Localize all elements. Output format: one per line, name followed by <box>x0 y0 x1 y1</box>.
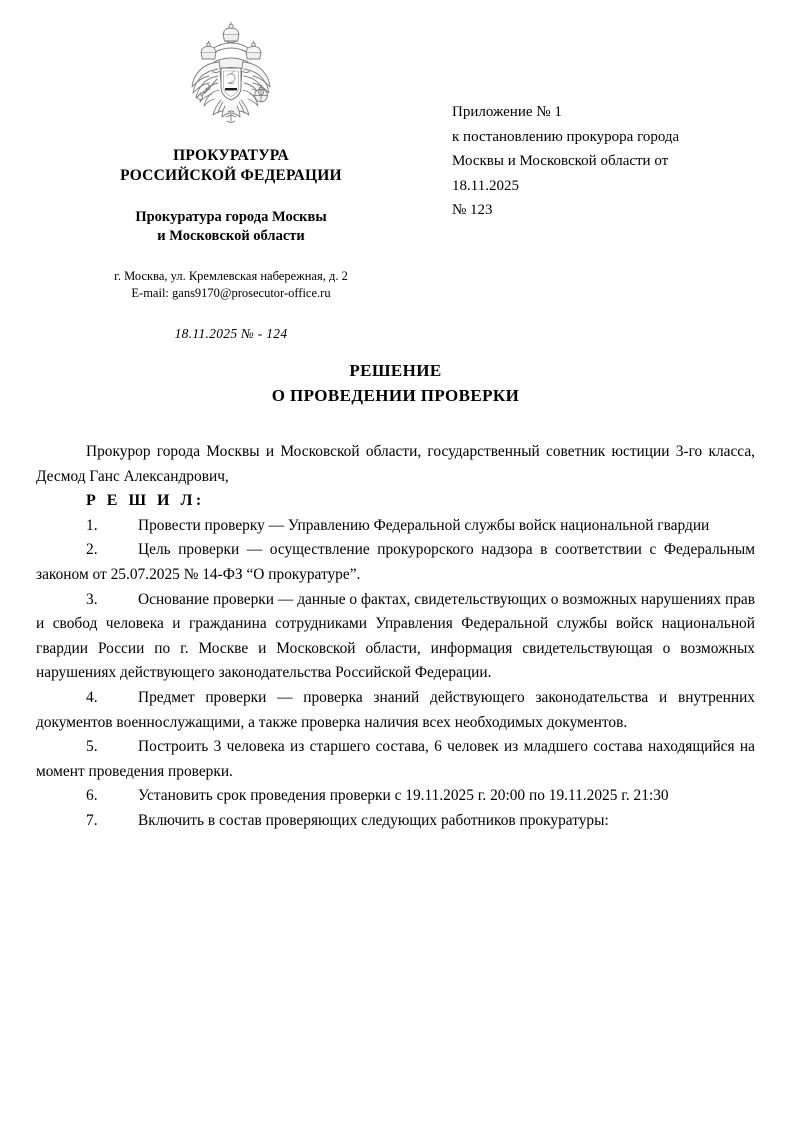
document-title <box>36 358 755 408</box>
list-item <box>36 784 755 809</box>
org-name-line2: РОССИЙСКОЙ ФЕДЕРАЦИИ <box>120 167 342 184</box>
item-number: 6. <box>86 787 98 805</box>
org-name-line1: ПРОКУРАТУРА <box>173 147 289 164</box>
list-item <box>36 735 755 784</box>
item-text: Основание проверки — данные о фактах, свидетельствующих о возможных нарушениях прав и свобод человека и гражданина сотрудниками Управления Федеральной службы войск национальной гвардии России по г. Москве и Московской области, информация свидетельствующая о возможных нарушениях действующего законодательства Российской Федерации. <box>36 590 755 682</box>
decision-items-list <box>36 514 755 834</box>
item-text: Провести проверку — Управлению Федеральной службы войск национальной гвардии <box>138 516 710 534</box>
item-number: 4. <box>86 688 98 706</box>
document-title-line2: О ПРОВЕДЕНИИ ПРОВЕРКИ <box>271 386 520 405</box>
address-line: г. Москва, ул. Кремлевская набережная, д. 2 <box>114 269 348 283</box>
document-reference: 18.11.2025 № - 124 <box>174 326 288 341</box>
item-number: 1. <box>86 516 98 534</box>
appendix-block <box>452 100 752 223</box>
list-item <box>36 588 755 686</box>
organization-name <box>36 146 426 186</box>
item-text: Цель проверки — осуществление прокурорского надзора в соответствии с Федеральным законом от 25.07.2025 № 14-ФЗ “О прокуратуре”. <box>36 541 755 583</box>
letterhead-block <box>36 22 426 342</box>
list-item <box>36 514 755 539</box>
resolve-heading: Р Е Ш И Л: <box>86 492 205 510</box>
sub-org-line2: и Московской области <box>157 228 305 244</box>
item-text: Построить 3 человека из старшего состава, 6 человек из младшего состава находящийся на момент проведения проверки. <box>36 738 755 780</box>
appendix-line-5: № 123 <box>452 202 493 218</box>
address-block <box>36 268 426 302</box>
item-number: 7. <box>86 811 98 829</box>
russian-coat-of-arms-icon <box>175 22 287 140</box>
appendix-line-3: Москвы и Московской области от <box>452 153 669 169</box>
document-title-line1: РЕШЕНИЕ <box>349 361 442 380</box>
item-text: Установить срок проведения проверки с 19.11.2025 г. 20:00 по 19.11.2025 г. 21:30 <box>138 787 669 805</box>
preamble-paragraph: Прокурор города Москвы и Московской области, государственный советник юстиции 3-го класса, Десмод Ганс Александрович, <box>36 443 755 485</box>
sub-organization-name <box>36 208 426 246</box>
list-item <box>36 686 755 735</box>
item-number: 3. <box>86 590 98 608</box>
item-text: Включить в состав проверяющих следующих работников прокуратуры: <box>138 811 609 829</box>
appendix-line-2: к постановлению прокурора города <box>452 128 680 145</box>
item-number: 5. <box>86 738 98 756</box>
item-text: Предмет проверки — проверка знаний действующего законодательства и внутренних документов военнослужащими, а также проверка наличия всех необходимых документов. <box>36 688 755 731</box>
appendix-line-4: 18.11.2025 <box>452 177 519 194</box>
item-number: 2. <box>86 541 98 559</box>
email-line: E-mail: gans9170@prosecutor-office.ru <box>131 286 331 300</box>
document-header <box>0 0 791 350</box>
appendix-line-1: Приложение № 1 <box>452 104 562 120</box>
list-item <box>36 538 755 587</box>
list-item <box>36 809 755 834</box>
document-body <box>36 440 755 834</box>
sub-org-line1: Прокуратура города Москвы <box>135 209 327 225</box>
